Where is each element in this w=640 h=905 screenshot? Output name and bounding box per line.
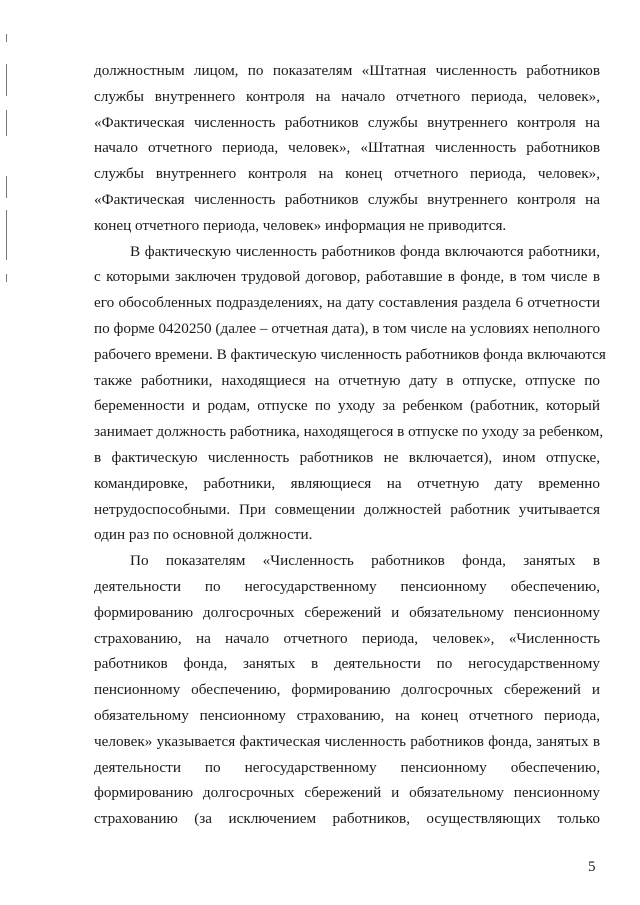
text-line: деятельности по негосударственному пенсионному обеспечению,: [94, 758, 600, 776]
text-line: пенсионному обеспечению, формированию долгосрочных сбережений и: [94, 681, 600, 699]
text-line: службы внутреннего контроля на начало отчетного периода, человек»,: [94, 87, 600, 105]
text-line: конец отчетного периода, человек» информация не приводится.: [94, 216, 507, 234]
text-line: формированию долгосрочных сбережений и обязательному пенсионному: [94, 784, 600, 802]
text-line: «Фактическая численность работников службы внутреннего контроля на: [94, 190, 600, 208]
text-line: страхованию (за исключением работников, осуществляющих только: [94, 810, 600, 828]
text-line: деятельности по негосударственному пенсионному обеспечению,: [94, 577, 600, 595]
text-line: один раз по основной должности.: [94, 526, 313, 544]
scan-margin-mark: [6, 64, 7, 96]
body-text: [94, 58, 606, 832]
text-line: «Фактическая численность работников службы внутреннего контроля на: [94, 113, 600, 131]
text-line: службы внутреннего контроля на конец отчетного периода, человек»,: [94, 165, 600, 183]
text-line: человек» указывается фактическая численность работников фонда, занятых в: [94, 732, 600, 750]
text-line: формированию долгосрочных сбережений и обязательному пенсионному: [94, 603, 600, 621]
scan-margin-mark: [6, 176, 7, 198]
text-line: с которыми заключен трудовой договор, работавшие в фонде, в том числе в: [94, 268, 600, 286]
text-line: по форме 0420250 (далее – отчетная дата), в том числе на условиях неполного: [94, 319, 601, 337]
scan-margin-mark: [6, 210, 7, 260]
text-line: командировке, работники, являющиеся на отчетную дату временно: [94, 474, 600, 492]
text-line: работников фонда, занятых в деятельности по негосударственному: [94, 655, 600, 673]
paragraph: [94, 58, 600, 239]
text-line: также работники, находящиеся на отчетную дату в отпуске, отпуске по: [94, 371, 600, 389]
text-line: В фактическую численность работников фонда включаются работники,: [130, 242, 600, 260]
text-line: в фактическую численность работников не включается), ином отпуске,: [94, 448, 600, 466]
text-line: обязательному пенсионному страхованию, на конец отчетного периода,: [94, 706, 600, 724]
scan-margin-mark: [6, 34, 7, 42]
text-line: страхованию, на начало отчетного периода, человек», «Численность: [94, 629, 600, 647]
text-line: его обособленных подразделениях, на дату составления раздела 6 отчетности: [94, 294, 600, 312]
text-line: рабочего времени. В фактическую численность работников фонда включаются: [94, 345, 606, 363]
paragraph: [94, 548, 600, 832]
text-line: занимает должность работника, находящегося в отпуске по уходу за ребенком,: [94, 423, 604, 441]
text-line: нетрудоспособными. При совмещении должностей работник учитывается: [94, 500, 600, 518]
paragraph: [94, 239, 606, 549]
text-line: начало отчетного периода, человек», «Штатная численность работников: [94, 139, 600, 157]
page-number: 5: [588, 859, 596, 875]
text-line: По показателям «Численность работников фонда, занятых в: [130, 552, 600, 570]
scan-margin-mark: [6, 110, 7, 136]
scan-margin-mark: [6, 274, 7, 282]
text-line: должностным лицом, по показателям «Штатная численность работников: [94, 62, 600, 79]
text-line: беременности и родам, отпуске по уходу за ребенком (работник, который: [94, 397, 600, 415]
